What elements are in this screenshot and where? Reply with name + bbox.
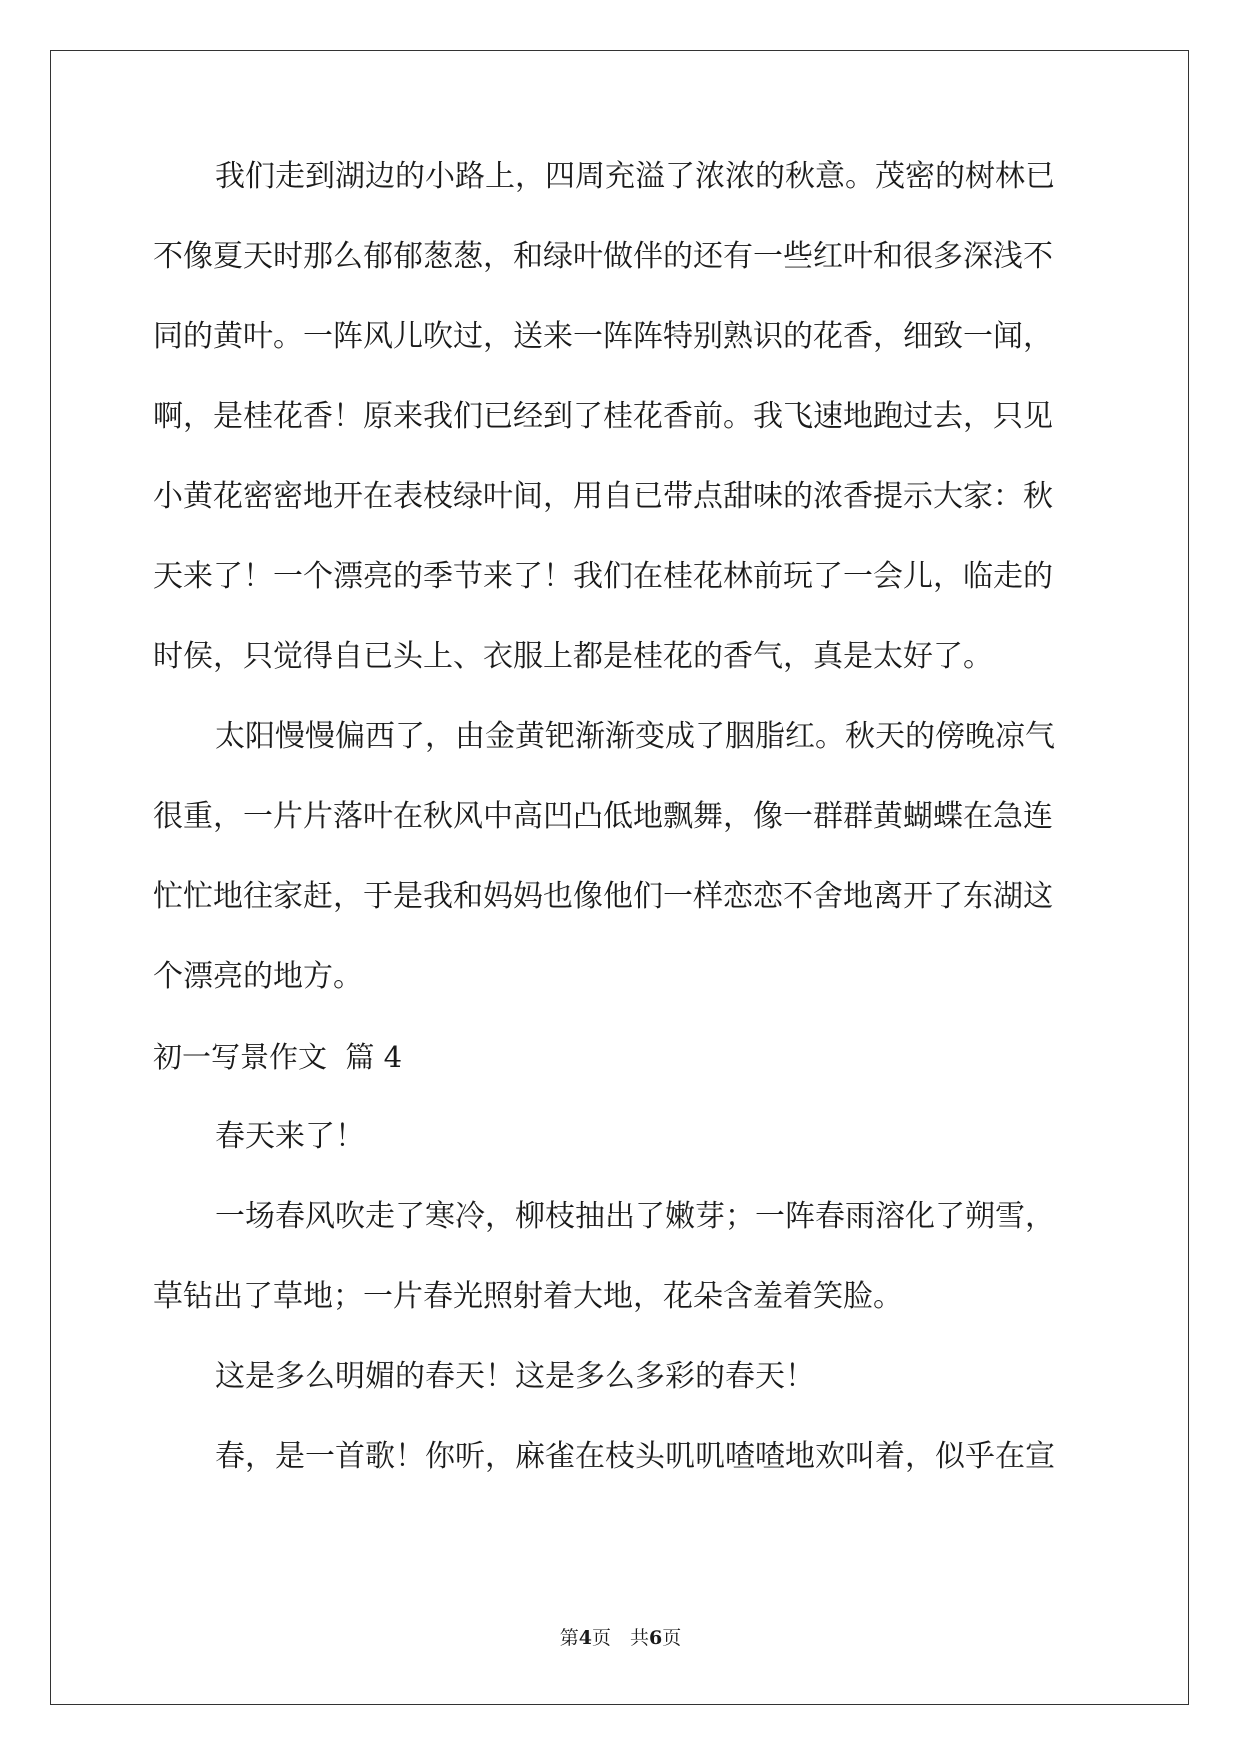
text-line: 时侯，只觉得自已头上、衣服上都是桂花的香气，真是太好了。	[153, 639, 993, 674]
current-page-number: 4	[578, 1627, 592, 1649]
text-line: 太阳慢慢偏西了，由金黄钯渐渐变成了胭脂红。秋天的傍晚凉气	[215, 719, 1055, 754]
text-line: 同的黄叶。一阵风儿吹过，送来一阵阵特别熟识的花香，细致一闻，	[153, 319, 1053, 354]
text-line: 啊，是桂花香！原来我们已经到了桂花香前。我飞速地跑过去，只见	[153, 399, 1053, 434]
text-line: 这是多么明媚的春天！这是多么多彩的春天！	[215, 1359, 815, 1394]
text-line: 草钻出了草地；一片春光照射着大地，花朵含羞着笑脸。	[153, 1279, 903, 1314]
text-line: 春天来了！	[215, 1119, 365, 1154]
page-prefix: 第	[559, 1627, 579, 1649]
total-page-number: 6	[649, 1627, 663, 1649]
section-heading: 初一写景作文 篇 4	[153, 1040, 403, 1074]
text-line: 很重，一片片落叶在秋风中高凹凸低地飘舞，像一群群黄蝴蝶在急连	[153, 799, 1053, 834]
page-suffix: 页	[662, 1627, 682, 1649]
document-body	[153, 159, 1090, 1522]
text-line: 天来了！一个漂亮的季节来了！我们在桂花林前玩了一会儿，临走的	[153, 559, 1053, 594]
text-line: 忙忙地往家赶，于是我和妈妈也像他们一样恋恋不舍地离开了东湖这	[153, 879, 1053, 914]
text-line: 不像夏天时那么郁郁葱葱，和绿叶做伴的还有一些红叶和很多深浅不	[153, 239, 1053, 274]
text-line: 个漂亮的地方。	[153, 959, 363, 994]
text-line: 我们走到湖边的小路上，四周充溢了浓浓的秋意。茂密的树林已	[215, 159, 1055, 194]
text-line: 小黄花密密地开在表枝绿叶间，用自已带点甜味的浓香提示大家：秋	[153, 479, 1053, 514]
text-line: 一场春风吹走了寒冷，柳枝抽出了嫩芽；一阵春雨溶化了朔雪，	[215, 1199, 1055, 1234]
page-separator: 页 共	[591, 1627, 649, 1649]
text-line: 春，是一首歌！你听，麻雀在枝头叽叽喳喳地欢叫着，似乎在宣	[215, 1439, 1055, 1474]
page-footer	[0, 1627, 1241, 1649]
